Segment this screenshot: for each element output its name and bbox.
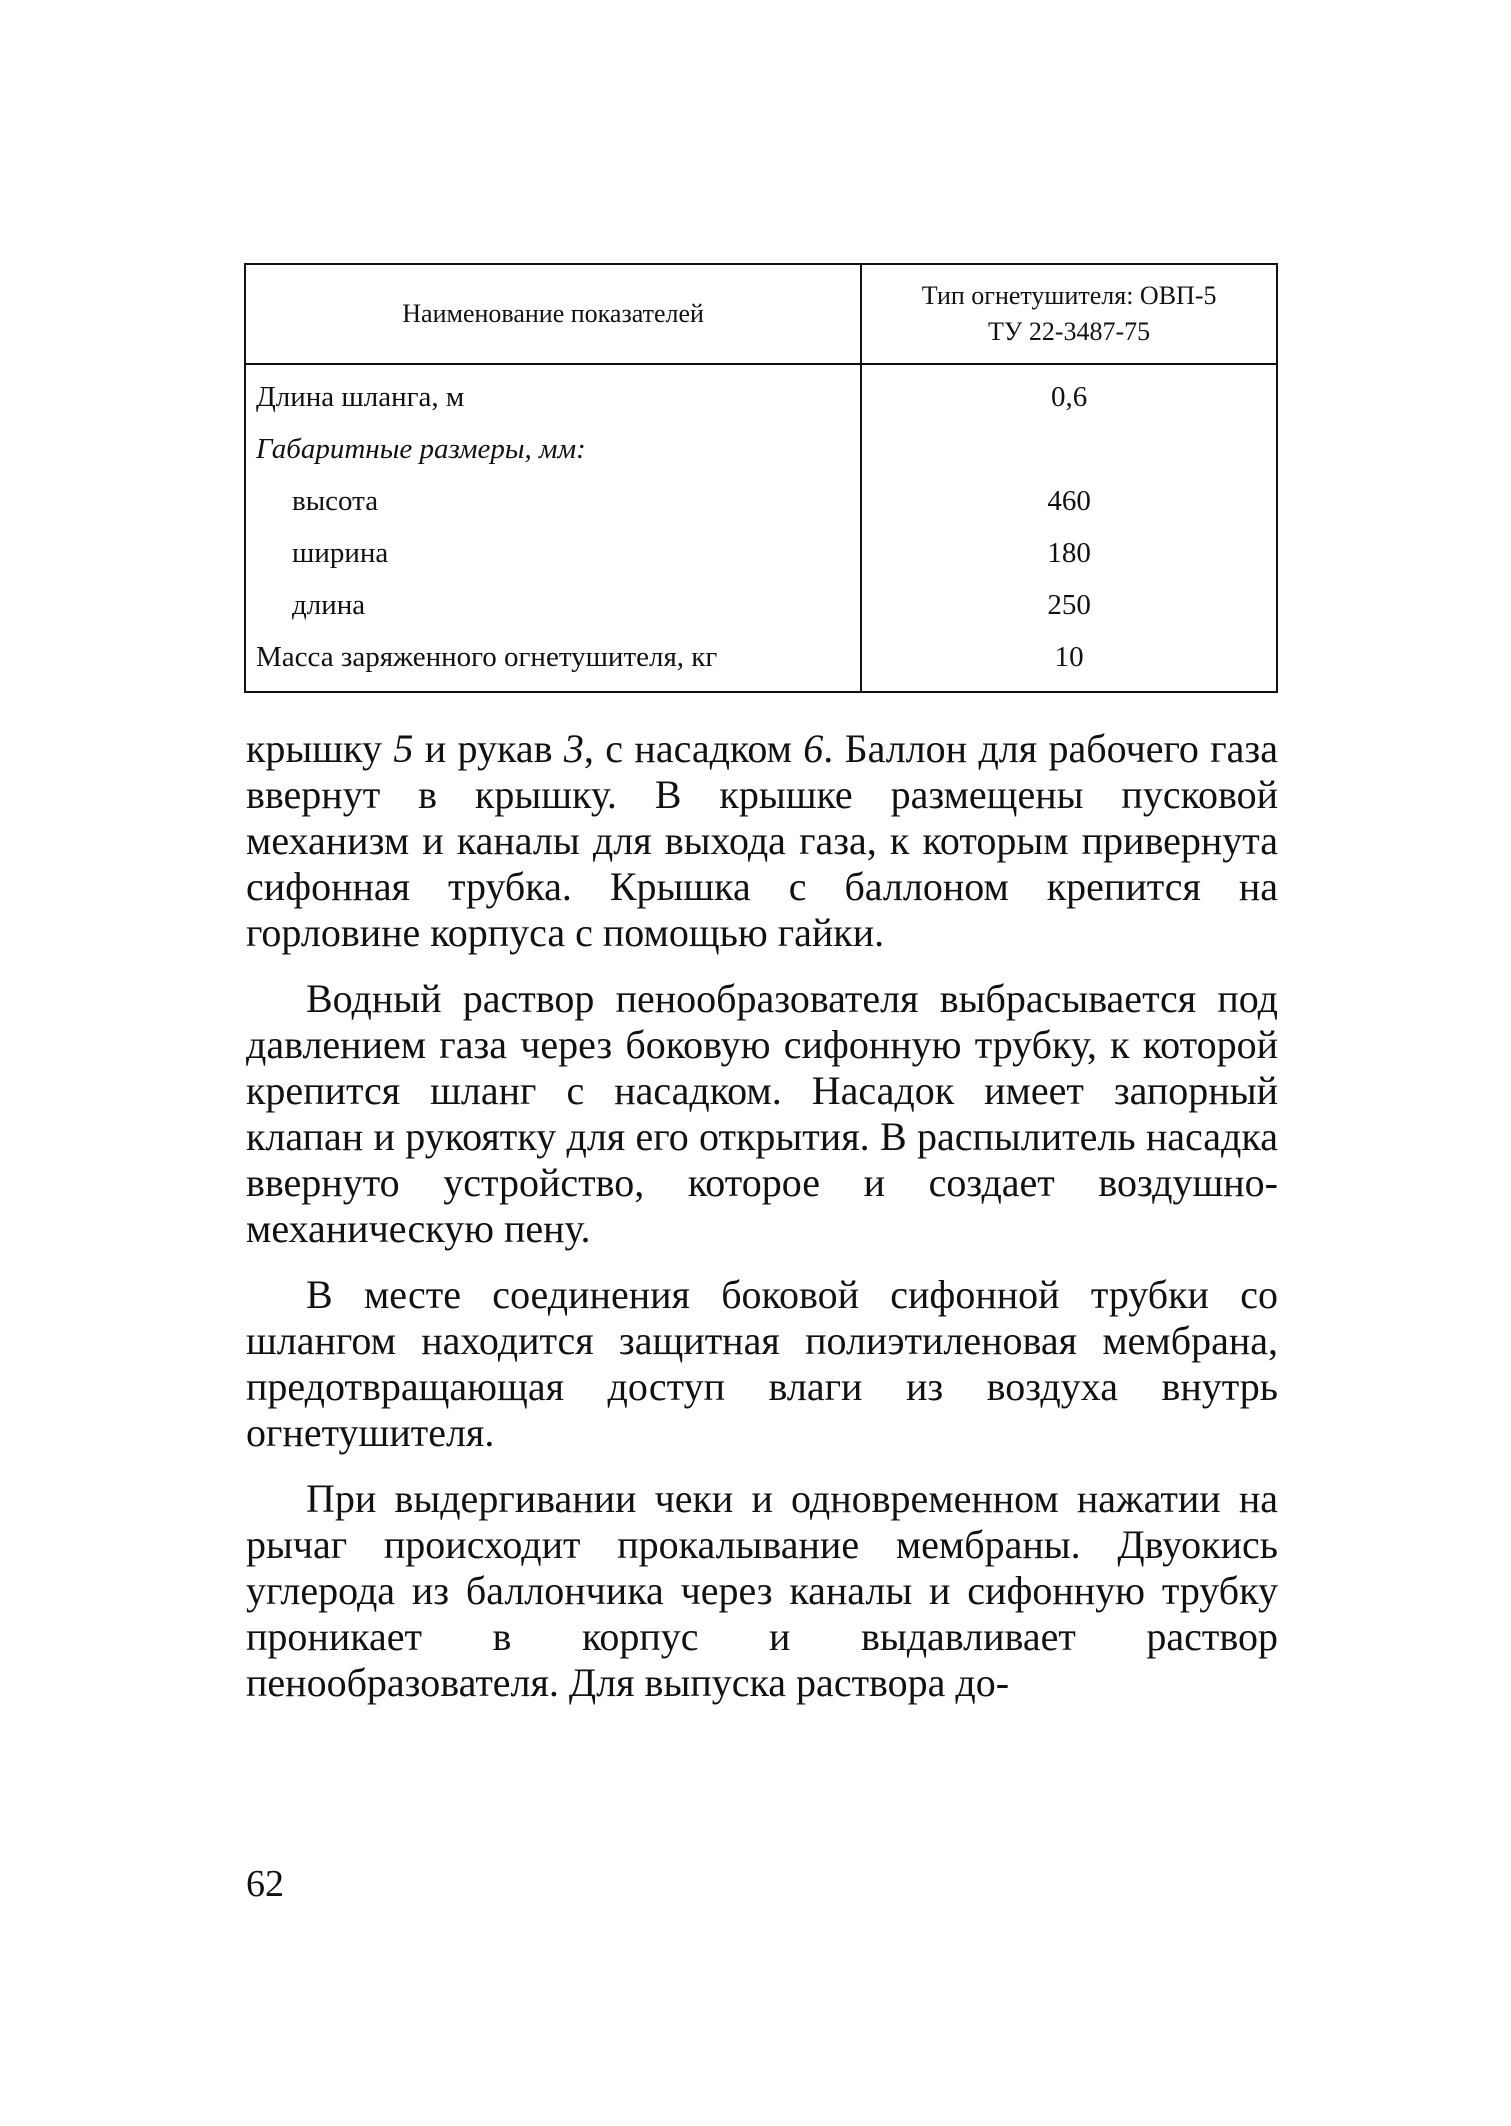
text-run: , с насадком — [583, 726, 804, 771]
text-run: крышку — [246, 726, 394, 771]
row-name: высота — [245, 475, 861, 527]
header-type-line2: ТУ 22-3487-75 — [988, 317, 1151, 346]
row-value — [861, 423, 1277, 475]
text-run: и рукав — [413, 726, 564, 771]
row-name: длина — [245, 579, 861, 631]
part-number-italic: 3 — [563, 726, 584, 771]
table-header-row — [245, 264, 1277, 364]
header-extinguisher-type — [861, 264, 1277, 364]
row-value: 250 — [861, 579, 1277, 631]
body-text — [246, 726, 1278, 1726]
row-name: ширина — [245, 527, 861, 579]
text-run: . Баллон для рабочего газа ввернут в крышку. В крышке размещены пусковой механизм и каналы для выхода газа, к которым привернута сифонная трубка. Крышка с баллоном крепится на горловине корпуса с помощью гайки. — [246, 726, 1278, 955]
paragraph-2: Водный раствор пенообразователя выбрасывается под давлением газа через боковую сифонную трубку, к которой крепится шланг с насадком. Насадок имеет запорный клапан и рукоятку для его открытия. В распылитель насадка ввернуто устройство, которое и создает воздушно-механическую пену. — [246, 976, 1278, 1251]
row-name: Длина шланга, м — [245, 364, 861, 423]
table-row — [245, 475, 1277, 527]
table-row — [245, 364, 1277, 423]
specification-table — [244, 263, 1278, 693]
paragraph-1 — [246, 726, 1278, 956]
row-value: 10 — [861, 631, 1277, 692]
paragraph-4: При выдергивании чеки и одновременном нажатии на рычаг происходит прокалывание мембраны. Двуокись углерода из баллончика через каналы и сифонную трубку проникает в корпус и выдавливает раствор пенообразователя. Для выпуска раствора до- — [246, 1476, 1278, 1705]
table-row — [245, 423, 1277, 475]
part-number-italic: 6 — [803, 726, 824, 771]
row-value: 180 — [861, 527, 1277, 579]
row-value: 0,6 — [861, 364, 1277, 423]
table-row — [245, 527, 1277, 579]
page-number: 62 — [246, 1863, 284, 1905]
part-number-italic: 5 — [393, 726, 414, 771]
header-indicator-name: Наименование показателей — [245, 264, 861, 364]
table-row — [245, 579, 1277, 631]
header-type-line1: Тип огнетушителя: ОВП-5 — [921, 281, 1217, 311]
paragraph-3: В месте соединения боковой сифонной трубки со шлангом находится защитная полиэтиленовая мембрана, предотвращающая доступ влаги из воздуха внутрь огнетушителя. — [246, 1272, 1278, 1455]
row-name: Габаритные размеры, мм: — [245, 423, 861, 475]
row-value: 460 — [861, 475, 1277, 527]
row-name: Масса заряженного огнетушителя, кг — [245, 631, 861, 692]
table-row — [245, 631, 1277, 692]
